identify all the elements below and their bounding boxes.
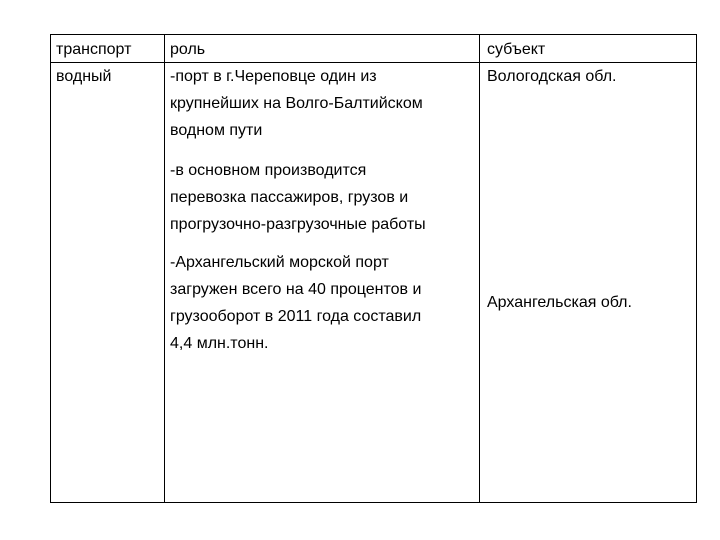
cell-transport-water: водный xyxy=(56,68,112,85)
role-line: -в основном производится xyxy=(170,162,367,179)
role-line: грузооборот в 2011 года составил xyxy=(170,308,422,325)
column-divider-2 xyxy=(479,35,480,502)
role-line: прогрузочно-разгрузочные работы xyxy=(170,216,426,233)
role-line: 4,4 млн.тонн. xyxy=(170,335,269,352)
role-item-cherepovets xyxy=(170,63,423,144)
subject-vologda: Вологодская обл. xyxy=(487,68,617,85)
role-line: -Архангельский морской порт xyxy=(170,254,389,271)
column-divider-1 xyxy=(164,35,165,502)
role-line: -порт в г.Череповце один из xyxy=(170,68,377,85)
header-subject: субъект xyxy=(487,41,546,58)
role-line: водном пути xyxy=(170,122,263,139)
header-transport: транспорт xyxy=(56,41,132,58)
role-line: перевозка пассажиров, грузов и xyxy=(170,189,409,206)
header-role: роль xyxy=(170,41,206,58)
role-item-transport-operations xyxy=(170,157,426,238)
data-table xyxy=(50,34,697,503)
subject-arkhangelsk: Архангельская обл. xyxy=(487,294,632,311)
role-item-arkhangelsk-port xyxy=(170,249,421,357)
role-line: загружен всего на 40 процентов и xyxy=(170,281,422,298)
role-line: крупнейших на Волго-Балтийском xyxy=(170,95,423,112)
